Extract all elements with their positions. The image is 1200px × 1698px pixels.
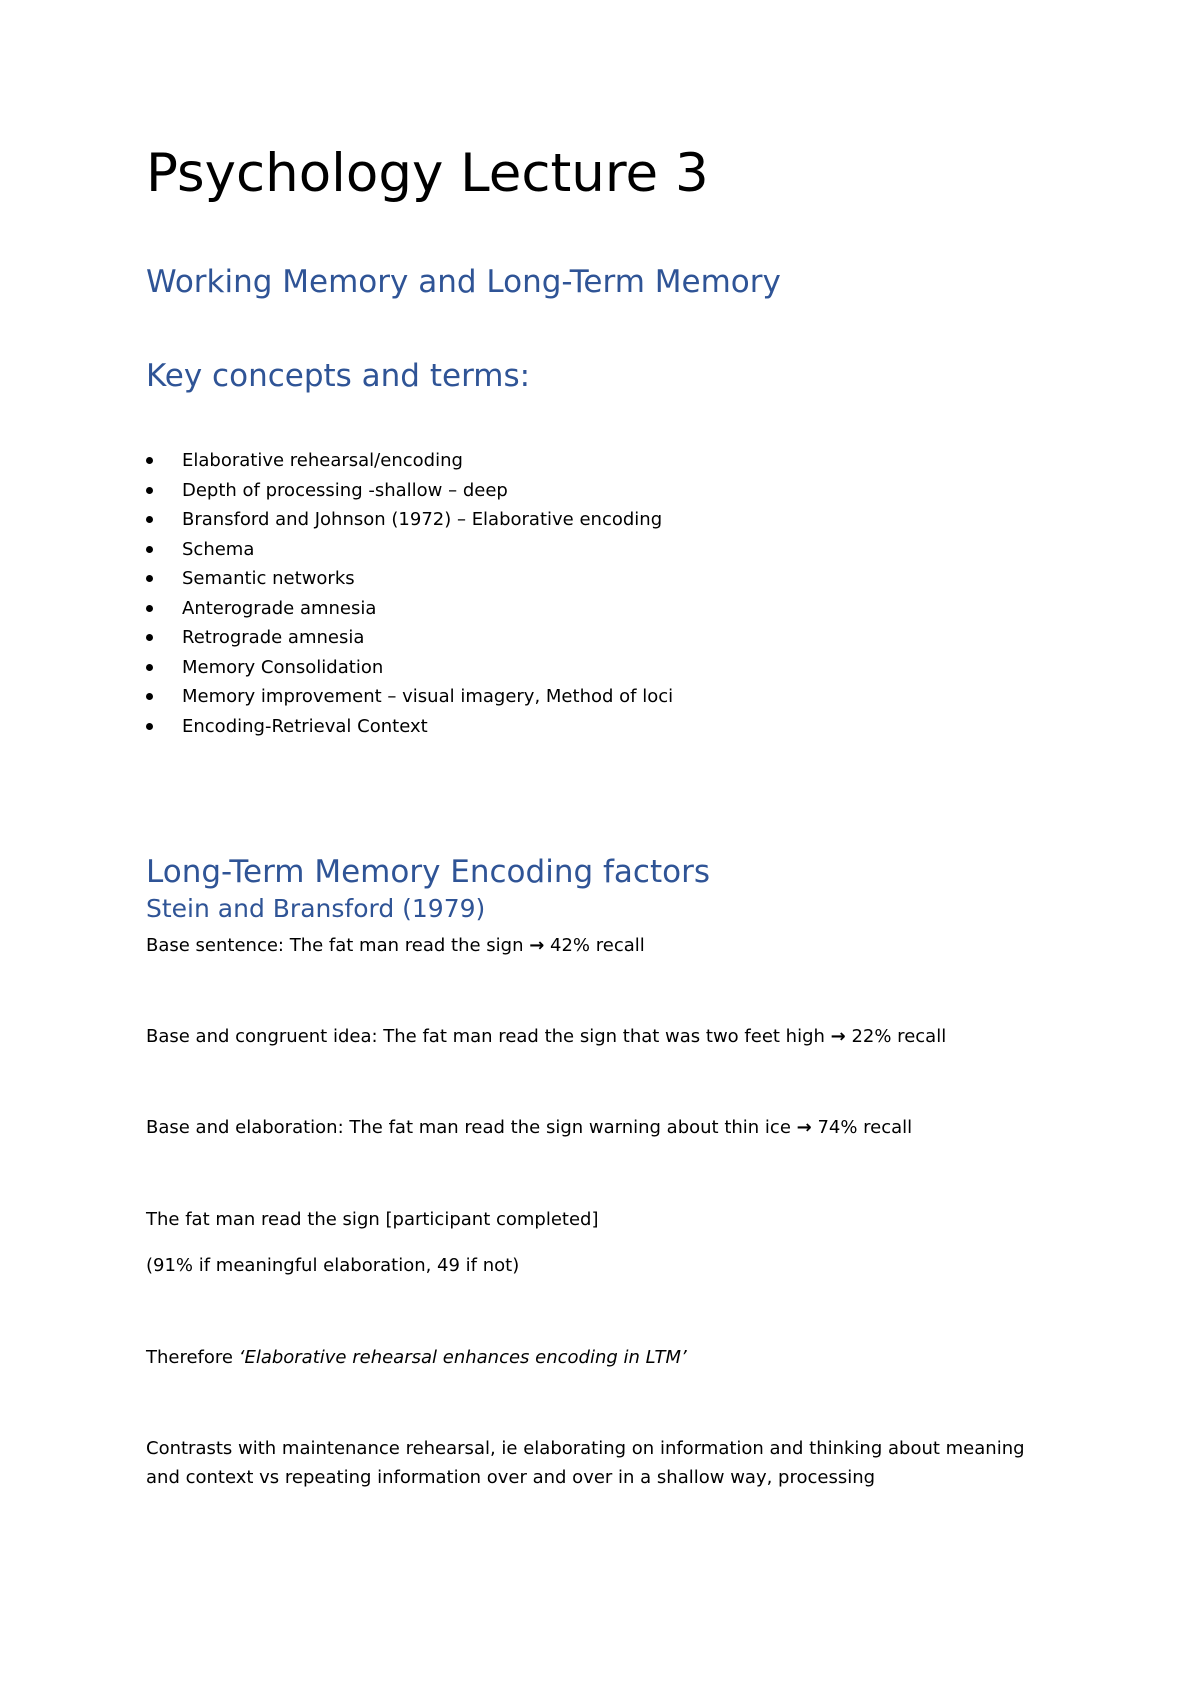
term-text: Anterograde amnesia	[182, 597, 377, 619]
paragraph-text: Therefore	[146, 1347, 239, 1368]
ltm-encoding-heading: Long-Term Memory Encoding factors	[146, 854, 710, 890]
arrow-right-icon: →	[830, 1026, 846, 1047]
bullet-icon	[146, 693, 153, 700]
term-text: Encoding-Retrieval Context	[182, 715, 428, 737]
recall-text: 22% recall	[845, 1026, 947, 1047]
bullet-icon	[146, 605, 153, 612]
recall-text: 74% recall	[811, 1117, 913, 1138]
bullet-icon	[146, 516, 153, 523]
participant-completed-paragraph: The fat man read the sign [participant completed]	[146, 1209, 599, 1230]
list-item	[146, 505, 673, 535]
paragraph-text: Base sentence: The fat man read the sign	[146, 935, 530, 956]
bullet-icon	[146, 723, 153, 730]
bullet-icon	[146, 634, 153, 641]
meaningful-elaboration-paragraph: (91% if meaningful elaboration, 49 if not)	[146, 1255, 520, 1276]
conclusion-quote: ‘Elaborative rehearsal enhances encoding in LTM’	[238, 1347, 687, 1368]
list-item	[146, 446, 673, 476]
elaboration-paragraph	[146, 1113, 912, 1142]
arrow-right-icon: →	[796, 1117, 812, 1138]
list-item	[146, 476, 673, 506]
term-text: Depth of processing -shallow – deep	[182, 479, 508, 501]
term-text: Bransford and Johnson (1972) – Elaborative encoding	[182, 509, 663, 530]
list-item	[146, 712, 673, 742]
arrow-right-icon: →	[529, 935, 545, 956]
term-text: Memory improvement – visual imagery, Method of loci	[182, 686, 674, 707]
term-text: Semantic networks	[182, 568, 355, 589]
term-text: Memory Consolidation	[182, 656, 384, 678]
list-item	[146, 535, 673, 565]
document-title: Psychology Lecture 3	[146, 143, 709, 204]
stein-bransford-heading: Stein and Bransford (1979)	[146, 894, 486, 923]
term-text: Schema	[182, 538, 255, 560]
key-terms-list	[146, 446, 673, 741]
list-item	[146, 564, 673, 594]
contrast-paragraph: Contrasts with maintenance rehearsal, ie elaborating on information and thinking about meaning and context vs repeating information over and over in a shallow way, processing	[146, 1438, 1025, 1488]
conclusion-paragraph	[146, 1343, 687, 1372]
bullet-icon	[146, 664, 153, 671]
recall-text: 42% recall	[544, 935, 645, 956]
list-item	[146, 623, 673, 653]
bullet-icon	[146, 546, 153, 553]
term-text: Elaborative rehearsal/encoding	[182, 450, 463, 471]
bullet-icon	[146, 487, 153, 494]
congruent-idea-paragraph	[146, 1022, 946, 1051]
document-subtitle: Working Memory and Long-Term Memory	[146, 264, 781, 300]
bullet-icon	[146, 575, 153, 582]
list-item	[146, 653, 673, 683]
key-concepts-heading: Key concepts and terms:	[146, 358, 531, 394]
term-text: Retrograde amnesia	[182, 627, 365, 648]
base-sentence-paragraph	[146, 931, 645, 960]
bullet-icon	[146, 457, 153, 464]
paragraph-text: Base and congruent idea: The fat man read the sign that was two feet high	[146, 1026, 831, 1047]
list-item	[146, 594, 673, 624]
paragraph-text: Base and elaboration: The fat man read the sign warning about thin ice	[146, 1117, 797, 1138]
list-item	[146, 682, 673, 712]
